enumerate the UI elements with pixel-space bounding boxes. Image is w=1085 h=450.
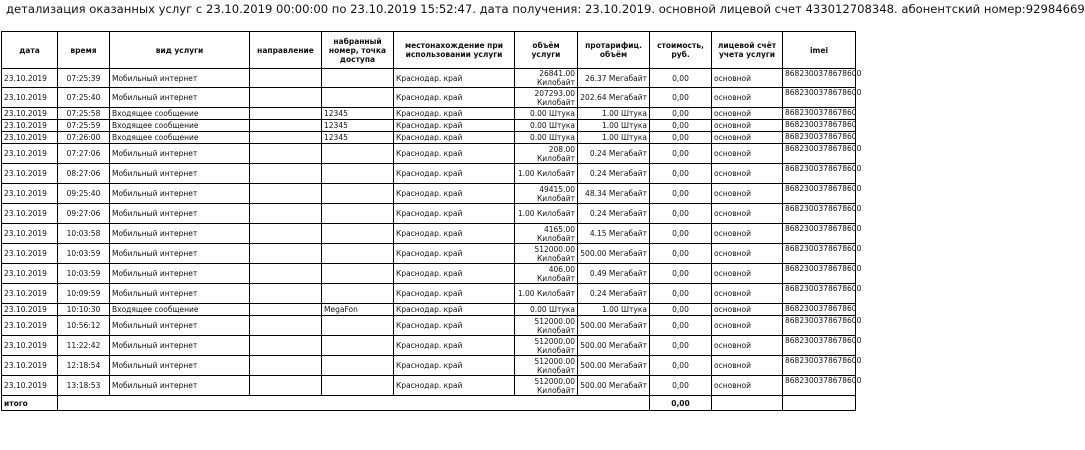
cell-cost: 0,00	[650, 144, 712, 164]
cell-volume: 1.00 Килобайт	[515, 284, 578, 304]
cell-account: основной	[712, 336, 783, 356]
cell-imei: 8682300378678600	[783, 316, 856, 336]
table-header-row	[2, 32, 856, 69]
cell-cost: 0,00	[650, 356, 712, 376]
cell-account: основной	[712, 304, 783, 316]
cell-volume: 1.00 Килобайт	[515, 204, 578, 224]
cell-number	[322, 184, 394, 204]
cell-direction	[250, 284, 322, 304]
cell-direction	[250, 88, 322, 108]
cell-time: 13:18:53	[58, 376, 110, 396]
cell-tariffed: 0.24 Мегабайт	[578, 284, 650, 304]
cell-cost: 0,00	[650, 108, 712, 120]
cell-account: основной	[712, 264, 783, 284]
cell-service: Мобильный интернет	[110, 184, 250, 204]
cell-number	[322, 144, 394, 164]
cell-direction	[250, 184, 322, 204]
cell-cost: 0,00	[650, 88, 712, 108]
cell-time: 11:22:42	[58, 336, 110, 356]
cell-cost: 0,00	[650, 132, 712, 144]
cell-tariffed: 48.34 Мегабайт	[578, 184, 650, 204]
cell-direction	[250, 336, 322, 356]
table-body	[2, 69, 862, 411]
cell-imei: 8682300378678600	[783, 88, 856, 108]
cell-account: основной	[712, 244, 783, 264]
table-row	[2, 376, 856, 396]
cell-tariffed: 4.15 Мегабайт	[578, 224, 650, 244]
cell-cost: 0,00	[650, 284, 712, 304]
cell-location: Краснодар. край	[394, 376, 515, 396]
cell-time: 07:26:00	[58, 132, 110, 144]
total-spacer	[58, 396, 650, 411]
cell-time: 10:10:30	[58, 304, 110, 316]
cell-account: основной	[712, 356, 783, 376]
cell-time: 07:25:40	[58, 88, 110, 108]
col-account: лицевой счёт учета услуги	[712, 32, 783, 69]
col-location: местонахождение при использовании услуги	[394, 32, 515, 69]
cell-number	[322, 284, 394, 304]
cell-imei: 8682300378678600	[783, 144, 856, 164]
cell-direction	[250, 304, 322, 316]
cell-direction	[250, 164, 322, 184]
table-row	[2, 304, 856, 316]
cell-number	[322, 316, 394, 336]
cell-tariffed: 1.00 Штука	[578, 108, 650, 120]
cell-location: Краснодар. край	[394, 304, 515, 316]
cell-date: 23.10.2019	[2, 284, 58, 304]
cell-time: 10:09:59	[58, 284, 110, 304]
cell-location: Краснодар. край	[394, 316, 515, 336]
cell-volume: 207293.00 Килобайт	[515, 88, 578, 108]
cell-location: Краснодар. край	[394, 88, 515, 108]
cell-account: основной	[712, 144, 783, 164]
cell-date: 23.10.2019	[2, 108, 58, 120]
table-row	[2, 132, 856, 144]
cell-cost: 0,00	[650, 244, 712, 264]
total-label: итого	[2, 396, 58, 411]
cell-cost: 0,00	[650, 184, 712, 204]
cell-number	[322, 376, 394, 396]
cell-number: MegaFon	[322, 304, 394, 316]
cell-account: основной	[712, 164, 783, 184]
cell-account: основной	[712, 316, 783, 336]
cell-direction	[250, 120, 322, 132]
cell-time: 07:25:39	[58, 69, 110, 88]
table-row	[2, 356, 856, 376]
cell-tariffed: 1.00 Штука	[578, 132, 650, 144]
cell-location: Краснодар. край	[394, 69, 515, 88]
billing-table	[1, 31, 862, 411]
cell-time: 09:25:40	[58, 184, 110, 204]
cell-cost: 0,00	[650, 69, 712, 88]
cell-volume: 1.00 Килобайт	[515, 164, 578, 184]
cell-cost: 0,00	[650, 164, 712, 184]
col-service: вид услуги	[110, 32, 250, 69]
cell-volume: 512000.00 Килобайт	[515, 356, 578, 376]
cell-imei: 8682300378678600	[783, 244, 856, 264]
cell-cost: 0,00	[650, 316, 712, 336]
cell-tariffed: 500.00 Мегабайт	[578, 356, 650, 376]
cell-account: основной	[712, 132, 783, 144]
cell-imei: 8682300378678600	[783, 376, 856, 396]
cell-number: 12345	[322, 120, 394, 132]
cell-service: Мобильный интернет	[110, 224, 250, 244]
col-cost: стоимость, руб.	[650, 32, 712, 69]
cell-number	[322, 88, 394, 108]
cell-date: 23.10.2019	[2, 316, 58, 336]
cell-time: 10:03:59	[58, 264, 110, 284]
cell-tariffed: 500.00 Мегабайт	[578, 316, 650, 336]
cell-service: Входящее сообщение	[110, 132, 250, 144]
cell-imei: 868230037867860	[783, 304, 856, 316]
cell-direction	[250, 132, 322, 144]
cell-number: 12345	[322, 132, 394, 144]
cell-tariffed: 0.24 Мегабайт	[578, 164, 650, 184]
cell-location: Краснодар. край	[394, 132, 515, 144]
cell-date: 23.10.2019	[2, 336, 58, 356]
cell-direction	[250, 144, 322, 164]
cell-date: 23.10.2019	[2, 164, 58, 184]
cell-account: основной	[712, 69, 783, 88]
cell-date: 23.10.2019	[2, 144, 58, 164]
cell-service: Входящее сообщение	[110, 304, 250, 316]
cell-service: Мобильный интернет	[110, 336, 250, 356]
cell-location: Краснодар. край	[394, 184, 515, 204]
cell-volume: 0.00 Штука	[515, 108, 578, 120]
cell-location: Краснодар. край	[394, 356, 515, 376]
cell-date: 23.10.2019	[2, 356, 58, 376]
cell-account: основной	[712, 108, 783, 120]
cell-number	[322, 264, 394, 284]
cell-imei: 8682300378678600	[783, 336, 856, 356]
col-number: набранный номер, точка доступа	[322, 32, 394, 69]
cell-service: Мобильный интернет	[110, 316, 250, 336]
cell-location: Краснодар. край	[394, 244, 515, 264]
total-cost: 0,00	[650, 396, 712, 411]
table-row	[2, 108, 856, 120]
cell-imei: 8682300378678600	[783, 356, 856, 376]
cell-location: Краснодар. край	[394, 120, 515, 132]
cell-service: Мобильный интернет	[110, 244, 250, 264]
col-tariffed: протарифиц. объём	[578, 32, 650, 69]
cell-time: 07:27:06	[58, 144, 110, 164]
cell-volume: 208.00 Килобайт	[515, 144, 578, 164]
cell-tariffed: 0.24 Мегабайт	[578, 204, 650, 224]
cell-volume: 0.00 Штука	[515, 132, 578, 144]
cell-service: Мобильный интернет	[110, 204, 250, 224]
cell-location: Краснодар. край	[394, 264, 515, 284]
cell-direction	[250, 108, 322, 120]
cell-cost: 0,00	[650, 264, 712, 284]
cell-time: 10:56:12	[58, 316, 110, 336]
cell-direction	[250, 204, 322, 224]
cell-time: 08:27:06	[58, 164, 110, 184]
table-row	[2, 336, 856, 356]
report-header: детализация оказанных услуг с 23.10.2019 00:00:00 по 23.10.2019 15:52:47. дата получения: 23.10.2019. основной лицевой счет 433012708348. абонентский номер:92984669	[6, 2, 1085, 16]
cell-cost: 0,00	[650, 120, 712, 132]
cell-volume: 512000.00 Килобайт	[515, 244, 578, 264]
col-date: дата	[2, 32, 58, 69]
cell-time: 07:25:59	[58, 120, 110, 132]
cell-tariffed: 26.37 Мегабайт	[578, 69, 650, 88]
cell-tariffed: 0.49 Мегабайт	[578, 264, 650, 284]
table-row	[2, 120, 856, 132]
table-row	[2, 164, 856, 184]
cell-imei: 8682300378678600	[783, 164, 856, 184]
cell-location: Краснодар. край	[394, 336, 515, 356]
cell-direction	[250, 244, 322, 264]
cell-date: 23.10.2019	[2, 88, 58, 108]
cell-location: Краснодар. край	[394, 144, 515, 164]
col-time: время	[58, 32, 110, 69]
cell-imei: 8682300378678600	[783, 284, 856, 304]
table-row	[2, 284, 856, 304]
cell-tariffed: 1.00 Штука	[578, 304, 650, 316]
total-empty-imei	[783, 396, 856, 411]
cell-date: 23.10.2019	[2, 244, 58, 264]
col-direction: направление	[250, 32, 322, 69]
cell-direction	[250, 264, 322, 284]
cell-volume: 512000.00 Килобайт	[515, 336, 578, 356]
cell-account: основной	[712, 284, 783, 304]
cell-cost: 0,00	[650, 376, 712, 396]
cell-volume: 26841.00 Килобайт	[515, 69, 578, 88]
cell-time: 10:03:58	[58, 224, 110, 244]
cell-account: основной	[712, 224, 783, 244]
cell-cost: 0,00	[650, 304, 712, 316]
cell-date: 23.10.2019	[2, 264, 58, 284]
cell-volume: 0.00 Штука	[515, 120, 578, 132]
cell-volume: 4165.00 Килобайт	[515, 224, 578, 244]
total-row	[2, 396, 856, 411]
cell-location: Краснодар. край	[394, 108, 515, 120]
table-row	[2, 244, 856, 264]
total-empty-account	[712, 396, 783, 411]
cell-number	[322, 244, 394, 264]
cell-number	[322, 164, 394, 184]
cell-account: основной	[712, 120, 783, 132]
cell-account: основной	[712, 204, 783, 224]
cell-direction	[250, 376, 322, 396]
cell-service: Мобильный интернет	[110, 284, 250, 304]
cell-tariffed: 500.00 Мегабайт	[578, 244, 650, 264]
cell-service: Мобильный интернет	[110, 376, 250, 396]
cell-account: основной	[712, 88, 783, 108]
cell-direction	[250, 69, 322, 88]
cell-date: 23.10.2019	[2, 184, 58, 204]
cell-service: Входящее сообщение	[110, 108, 250, 120]
table-row	[2, 264, 856, 284]
cell-volume: 512000.00 Килобайт	[515, 376, 578, 396]
cell-number	[322, 204, 394, 224]
cell-cost: 0,00	[650, 224, 712, 244]
table-row	[2, 316, 856, 336]
cell-volume: 0.00 Штука	[515, 304, 578, 316]
cell-number	[322, 224, 394, 244]
cell-imei: 868230037867860​0	[783, 69, 856, 88]
cell-date: 23.10.2019	[2, 120, 58, 132]
col-imei: imei	[783, 32, 856, 69]
cell-service: Входящее сообщение	[110, 120, 250, 132]
cell-account: основной	[712, 376, 783, 396]
cell-tariffed: 500.00 Мегабайт	[578, 376, 650, 396]
cell-imei: 8682300378678600	[783, 224, 856, 244]
cell-volume: 49415.00 Килобайт	[515, 184, 578, 204]
cell-time: 07:25:58	[58, 108, 110, 120]
cell-service: Мобильный интернет	[110, 88, 250, 108]
cell-number: 12345	[322, 108, 394, 120]
table-row	[2, 88, 856, 108]
table-row	[2, 144, 856, 164]
cell-location: Краснодар. край	[394, 224, 515, 244]
table-row	[2, 69, 856, 88]
cell-number	[322, 69, 394, 88]
cell-number	[322, 336, 394, 356]
cell-date: 23.10.2019	[2, 376, 58, 396]
cell-tariffed: 500.00 Мегабайт	[578, 336, 650, 356]
cell-time: 10:03:59	[58, 244, 110, 264]
cell-service: Мобильный интернет	[110, 69, 250, 88]
cell-date: 23.10.2019	[2, 69, 58, 88]
cell-service: Мобильный интернет	[110, 264, 250, 284]
cell-location: Краснодар. край	[394, 204, 515, 224]
cell-volume: 406.00 Килобайт	[515, 264, 578, 284]
cell-time: 12:18:54	[58, 356, 110, 376]
cell-account: основной	[712, 184, 783, 204]
cell-tariffed: 0.24 Мегабайт	[578, 144, 650, 164]
table-row	[2, 204, 856, 224]
cell-imei: 8682300378678600	[783, 204, 856, 224]
cell-imei: 8682300378678600	[783, 264, 856, 284]
cell-volume: 512000.00 Килобайт	[515, 316, 578, 336]
cell-number	[322, 356, 394, 376]
table-row	[2, 224, 856, 244]
cell-imei: 8682300378678600	[783, 184, 856, 204]
cell-date: 23.10.2019	[2, 132, 58, 144]
cell-imei: 868230037867860	[783, 120, 856, 132]
cell-time: 09:27:06	[58, 204, 110, 224]
cell-direction	[250, 224, 322, 244]
cell-date: 23.10.2019	[2, 204, 58, 224]
cell-service: Мобильный интернет	[110, 144, 250, 164]
cell-cost: 0,00	[650, 336, 712, 356]
cell-date: 23.10.2019	[2, 304, 58, 316]
cell-tariffed: 202.64 Мегабайт	[578, 88, 650, 108]
cell-date: 23.10.2019	[2, 224, 58, 244]
cell-imei: 868230037867860	[783, 132, 856, 144]
col-volume: объём услуги	[515, 32, 578, 69]
cell-service: Мобильный интернет	[110, 164, 250, 184]
table-row	[2, 184, 856, 204]
cell-location: Краснодар. край	[394, 164, 515, 184]
cell-tariffed: 1.00 Штука	[578, 120, 650, 132]
cell-imei: 868230037867860	[783, 108, 856, 120]
cell-service: Мобильный интернет	[110, 356, 250, 376]
cell-direction	[250, 316, 322, 336]
cell-location: Краснодар. край	[394, 284, 515, 304]
cell-cost: 0,00	[650, 204, 712, 224]
cell-direction	[250, 356, 322, 376]
